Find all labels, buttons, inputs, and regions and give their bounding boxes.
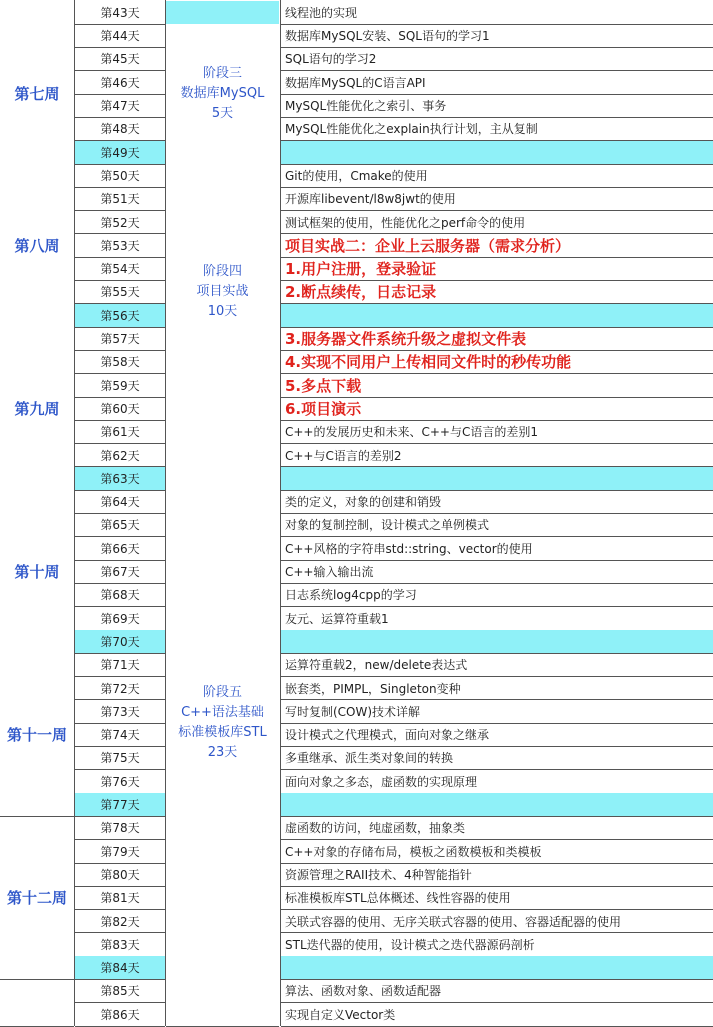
content-cell: MySQL性能优化之explain执行计划，主从复制 xyxy=(281,118,713,142)
week-label: 第九周 xyxy=(0,327,74,491)
content-cell xyxy=(281,304,713,328)
day-cell: 第56天 xyxy=(75,304,165,328)
content-cell: 运算符重载2，new/delete表达式 xyxy=(281,653,713,677)
stage-cell xyxy=(166,24,279,164)
day-cell: 第64天 xyxy=(75,490,165,514)
day-cell: 第74天 xyxy=(75,723,165,747)
content-cell: STL迭代器的使用，设计模式之迭代器源码剖析 xyxy=(281,933,713,957)
content-cell: C++的发展历史和未来、C++与C语言的差别1 xyxy=(281,420,713,444)
day-cell: 第49天 xyxy=(75,141,165,165)
day-cell: 第61天 xyxy=(75,420,165,444)
day-cell: 第48天 xyxy=(75,118,165,142)
content-cell: 1.用户注册，登录验证 xyxy=(281,257,713,281)
week-label: 第十周 xyxy=(0,490,74,654)
content-cell: 资源管理之RAII技术、4种智能指针 xyxy=(281,863,713,887)
content-cell: 测试框架的使用，性能优化之perf命令的使用 xyxy=(281,211,713,235)
day-cell: 第80天 xyxy=(75,863,165,887)
day-cell: 第47天 xyxy=(75,94,165,118)
content-cell xyxy=(281,630,713,654)
day-cell: 第84天 xyxy=(75,956,165,980)
day-cell: 第65天 xyxy=(75,514,165,538)
day-cell: 第72天 xyxy=(75,677,165,701)
day-cell: 第82天 xyxy=(75,910,165,934)
content-cell xyxy=(281,467,713,491)
content-cell: 多重继承、派生类对象间的转换 xyxy=(281,747,713,771)
content-cell xyxy=(281,141,713,165)
day-cell: 第45天 xyxy=(75,48,165,72)
content-cell: 数据库MySQL安装、SQL语句的学习1 xyxy=(281,24,713,48)
day-cell: 第79天 xyxy=(75,840,165,864)
content-cell: C++输入输出流 xyxy=(281,560,713,584)
content-cell: 4.实现不同用户上传相同文件时的秒传功能 xyxy=(281,351,713,375)
column-divider xyxy=(280,0,281,1026)
day-cell: 第83天 xyxy=(75,933,165,957)
day-cell: 第43天 xyxy=(75,1,165,25)
stage-line: 项目实战 xyxy=(196,283,249,299)
content-cell: 关联式容器的使用、无序关联式容器的使用、容器适配器的使用 xyxy=(281,910,713,934)
stage-line: 数据库MySQL xyxy=(180,85,265,101)
day-cell: 第78天 xyxy=(75,817,165,841)
day-cell: 第63天 xyxy=(75,467,165,491)
day-cell: 第52天 xyxy=(75,211,165,235)
day-cell: 第50天 xyxy=(75,164,165,188)
day-cell: 第62天 xyxy=(75,444,165,468)
content-cell xyxy=(281,793,713,817)
day-cell: 第70天 xyxy=(75,630,165,654)
content-cell: 对象的复制控制，设计模式之单例模式 xyxy=(281,514,713,538)
content-cell: Git的使用，Cmake的使用 xyxy=(281,164,713,188)
content-cell: C++与C语言的差别2 xyxy=(281,444,713,468)
content-cell: 数据库MySQL的C语言API xyxy=(281,71,713,95)
day-cell: 第53天 xyxy=(75,234,165,258)
content-cell: SQL语句的学习2 xyxy=(281,48,713,72)
content-cell xyxy=(281,956,713,980)
day-cell: 第86天 xyxy=(75,1003,165,1027)
content-cell: 项目实战二：企业上云服务器（需求分析） xyxy=(281,234,713,258)
week-label: 第十一周 xyxy=(0,653,74,817)
content-cell: MySQL性能优化之索引、事务 xyxy=(281,94,713,118)
day-cell: 第51天 xyxy=(75,187,165,211)
stage-line: C++语法基础 xyxy=(181,705,264,721)
content-cell: 写时复制(COW)技术详解 xyxy=(281,700,713,724)
stage-line: 阶段三 xyxy=(202,65,242,81)
content-cell: C++对象的存储布局，模板之函数模板和类模板 xyxy=(281,840,713,864)
content-cell: 2.断点续传，日志记录 xyxy=(281,281,713,305)
day-cell: 第46天 xyxy=(75,71,165,95)
content-cell: 实现自定义Vector类 xyxy=(281,1003,713,1027)
week-label xyxy=(0,1,74,25)
content-cell: 日志系统log4cpp的学习 xyxy=(281,584,713,608)
content-cell: 友元、运算符重载1 xyxy=(281,607,713,631)
content-cell: 面向对象之多态，虚函数的实现原理 xyxy=(281,770,713,794)
day-cell: 第44天 xyxy=(75,24,165,48)
stage-line: 标准模板库STL xyxy=(178,725,267,741)
day-cell: 第68天 xyxy=(75,584,165,608)
day-cell: 第58天 xyxy=(75,351,165,375)
week-label: 第十二周 xyxy=(0,817,74,981)
day-cell: 第69天 xyxy=(75,607,165,631)
day-cell: 第54天 xyxy=(75,257,165,281)
content-cell: 3.服务器文件系统升级之虚拟文件表 xyxy=(281,327,713,351)
day-cell: 第55天 xyxy=(75,281,165,305)
stage-line: 10天 xyxy=(207,303,238,319)
stage-line: 23天 xyxy=(207,745,238,761)
content-cell: 线程池的实现 xyxy=(281,1,713,25)
content-cell: 虚函数的访问，纯虚函数，抽象类 xyxy=(281,817,713,841)
day-cell: 第85天 xyxy=(75,980,165,1004)
content-cell: C++风格的字符串std::string、vector的使用 xyxy=(281,537,713,561)
day-cell: 第73天 xyxy=(75,700,165,724)
week-label: 第七周 xyxy=(0,24,74,164)
stage-line: 阶段四 xyxy=(202,263,242,279)
column-divider xyxy=(74,0,75,1026)
content-cell: 6.项目演示 xyxy=(281,397,713,421)
stage-line: 阶段五 xyxy=(202,685,242,701)
week-label xyxy=(0,980,74,1027)
content-cell: 嵌套类，PIMPL，Singleton变种 xyxy=(281,677,713,701)
stage-line: 5天 xyxy=(211,105,234,121)
content-cell: 类的定义，对象的创建和销毁 xyxy=(281,490,713,514)
content-cell: 标准模板库STL总体概述、线性容器的使用 xyxy=(281,886,713,910)
day-cell: 第71天 xyxy=(75,653,165,677)
stage-cell xyxy=(166,164,279,421)
day-cell: 第81天 xyxy=(75,886,165,910)
content-cell: 5.多点下载 xyxy=(281,374,713,398)
column-divider xyxy=(165,0,166,1026)
day-cell: 第75天 xyxy=(75,747,165,771)
stage-cell xyxy=(166,420,279,1026)
day-cell: 第77天 xyxy=(75,793,165,817)
day-cell: 第67天 xyxy=(75,560,165,584)
day-cell: 第57天 xyxy=(75,327,165,351)
day-cell: 第59天 xyxy=(75,374,165,398)
content-cell: 设计模式之代理模式，面向对象之继承 xyxy=(281,723,713,747)
content-cell: 算法、函数对象、函数适配器 xyxy=(281,980,713,1004)
week-label: 第八周 xyxy=(0,164,74,328)
stage-cell xyxy=(166,1,279,25)
day-cell: 第66天 xyxy=(75,537,165,561)
day-cell: 第76天 xyxy=(75,770,165,794)
content-cell: 开源库libevent/l8w8jwt的使用 xyxy=(281,187,713,211)
day-cell: 第60天 xyxy=(75,397,165,421)
